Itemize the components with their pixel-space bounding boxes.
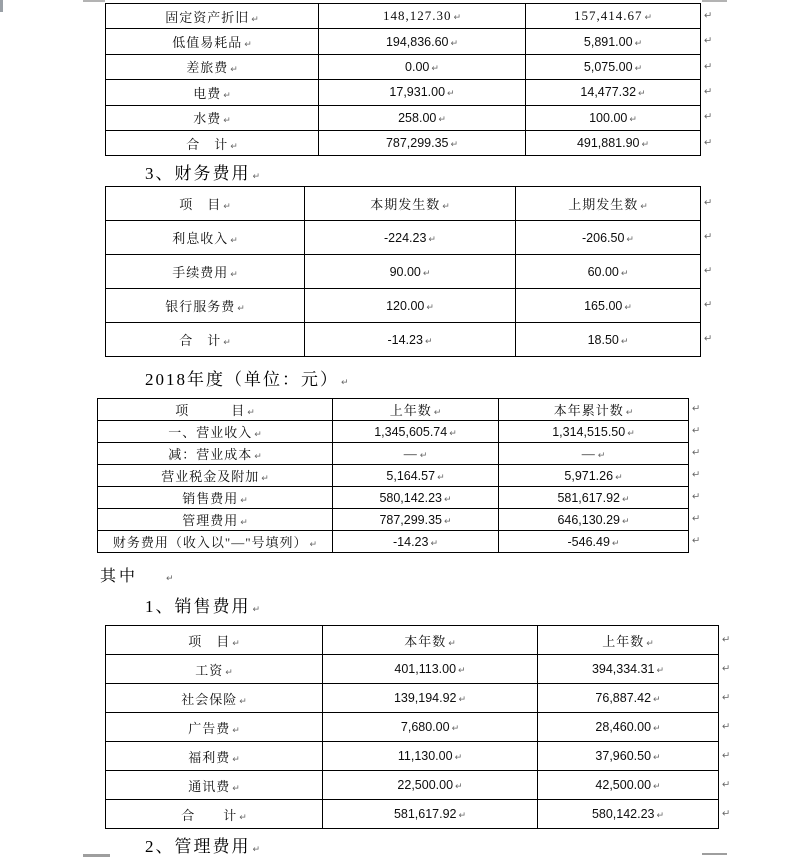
cell-text: 本年数 [404, 633, 447, 649]
paragraph-mark-icon: ↵ [433, 408, 442, 418]
table-cell[interactable] [323, 626, 538, 655]
paragraph-mark-icon: ↵ [646, 638, 654, 649]
cell-text: 139,194.92 [393, 691, 457, 705]
table-cell[interactable] [106, 80, 319, 105]
table-cell[interactable] [499, 399, 689, 421]
table-cell[interactable] [98, 443, 333, 465]
row-end-paragraph-mark-icon: ↵ [722, 634, 731, 645]
cell-text: 194,836.60 [385, 34, 449, 49]
cell-text: — [403, 445, 418, 461]
paragraph-mark-icon: ↵ [230, 236, 238, 246]
cell-text: 5,075.00 [583, 59, 633, 74]
table-cell[interactable] [323, 684, 538, 713]
paragraph-mark-icon: ↵ [252, 172, 261, 182]
cell-text: 低值易耗品 [172, 35, 243, 51]
cell-text: 100.00 [589, 110, 628, 125]
next-table-border-fragment-right [702, 853, 727, 855]
row-end-paragraph-mark-icon: ↵ [692, 513, 701, 525]
cell-text: 60.00 [587, 264, 619, 279]
heading-among-text: 其中 [100, 568, 139, 585]
cell-text: 580,142.23 [591, 807, 655, 821]
table-cell[interactable] [516, 255, 701, 289]
table-row [98, 465, 689, 487]
cell-text: -14.23 [387, 332, 423, 347]
paragraph-mark-icon: ↵ [426, 302, 434, 313]
table-cell[interactable] [305, 289, 516, 323]
paragraph-mark-icon: ↵ [251, 14, 259, 25]
cell-text: 广告费 [188, 720, 231, 736]
cell-text: 1,314,515.50 [552, 424, 626, 439]
cell-text: 财务费用（收入以"—"号填列） [112, 535, 308, 550]
table-cell[interactable] [526, 80, 701, 105]
cell-text: 7,680.00 [400, 720, 450, 734]
paragraph-mark-icon: ↵ [450, 38, 459, 49]
paragraph-mark-icon: ↵ [458, 811, 467, 821]
cell-text: 利息收入 [172, 231, 229, 246]
cell-text: 水费 [193, 111, 222, 127]
cell-text: 0.00 [405, 59, 430, 74]
paragraph-mark-icon: ↵ [223, 202, 231, 212]
cell-text: 项 目 [175, 403, 246, 418]
table-cell[interactable] [319, 80, 526, 105]
cell-text: 本年累计数 [553, 403, 624, 418]
heading-admin-expense[interactable] [145, 832, 260, 857]
table-row [106, 130, 701, 155]
cell-text: 管理费用 [182, 513, 239, 528]
table-cell[interactable] [499, 509, 689, 531]
paragraph-mark-icon: ↵ [653, 695, 661, 705]
row-end-paragraph-mark-icon: ↵ [722, 808, 731, 819]
table-cell[interactable] [323, 655, 538, 684]
row-end-paragraph-mark-icon: ↵ [704, 111, 713, 123]
cell-text: 本期发生数 [370, 197, 441, 212]
cell-text: -224.23 [384, 230, 427, 245]
paragraph-mark-icon: ↵ [430, 538, 438, 549]
table-row [106, 4, 701, 29]
cell-text: 581,617.92 [393, 807, 457, 821]
cell-text: 401,113.00 [394, 662, 457, 676]
next-table-border-fragment-left [83, 854, 110, 857]
paragraph-mark-icon: ↵ [239, 696, 247, 707]
table-row [106, 80, 701, 105]
table-cell[interactable] [319, 54, 526, 79]
paragraph-mark-icon: ↵ [626, 234, 634, 245]
table-cell[interactable] [538, 742, 719, 771]
cell-text: 差旅费 [186, 60, 229, 76]
paragraph-mark-icon: ↵ [629, 114, 637, 125]
paragraph-mark-icon: ↵ [223, 338, 231, 348]
table-cell[interactable] [333, 443, 499, 465]
cell-text: 394,334.31 [591, 662, 655, 676]
table-cell[interactable] [526, 54, 701, 79]
cell-text: 上期发生数 [568, 197, 639, 212]
paragraph-mark-icon: ↵ [223, 90, 231, 101]
paragraph-mark-icon: ↵ [237, 304, 245, 314]
paragraph-mark-icon: ↵ [453, 13, 462, 24]
paragraph-mark-icon: ↵ [641, 140, 650, 151]
table-row [98, 421, 689, 443]
cell-text: 项 目 [188, 633, 231, 649]
table-cell[interactable] [516, 221, 701, 255]
row-end-paragraph-mark-icon: ↵ [692, 425, 701, 437]
table-row [98, 399, 689, 421]
cell-text: 5,891.00 [583, 34, 633, 49]
heading-year-2018[interactable] [145, 365, 349, 390]
paragraph-mark-icon: ↵ [449, 428, 457, 439]
table-cell[interactable] [333, 487, 499, 509]
table-cell[interactable] [538, 800, 719, 829]
table-cell[interactable] [305, 255, 516, 289]
cell-text: 120.00 [386, 298, 425, 313]
table-cell[interactable] [319, 4, 526, 29]
cell-text: 18.50 [587, 332, 619, 347]
table-row [106, 255, 701, 289]
row-end-paragraph-mark-icon: ↵ [692, 403, 701, 415]
table-cell[interactable] [516, 323, 701, 357]
table-cell[interactable] [106, 289, 305, 323]
cell-text: 上年数 [602, 633, 645, 649]
paragraph-mark-icon: ↵ [437, 472, 445, 483]
prev-table-border-fragment-right [702, 0, 727, 2]
paragraph-mark-icon: ↵ [450, 140, 459, 151]
cell-text: 福利费 [188, 749, 231, 765]
paragraph-mark-icon: ↵ [422, 268, 431, 279]
table-cell[interactable] [323, 713, 538, 742]
table-cell[interactable] [106, 713, 323, 742]
paragraph-mark-icon: ↵ [656, 811, 665, 821]
cell-text: -546.49 [567, 534, 610, 549]
table-cell[interactable] [333, 531, 499, 553]
table-cell[interactable] [106, 323, 305, 357]
table-cell[interactable] [538, 771, 719, 800]
paragraph-mark-icon: ↵ [247, 408, 255, 418]
paragraph-mark-icon: ↵ [232, 783, 240, 794]
paragraph-mark-icon: ↵ [232, 754, 240, 765]
cell-text: 90.00 [389, 264, 421, 279]
cell-text: 42,500.00 [595, 778, 652, 792]
cell-text: 17,931.00 [389, 85, 446, 100]
table-row [106, 105, 701, 130]
cell-text: 通讯费 [188, 778, 231, 794]
row-end-paragraph-mark-icon: ↵ [692, 535, 701, 547]
table-cell[interactable] [98, 509, 333, 531]
table-row [106, 742, 719, 771]
table-cell[interactable] [333, 465, 499, 487]
row-end-paragraph-mark-icon: ↵ [704, 35, 713, 47]
table-cell[interactable] [106, 221, 305, 255]
paragraph-mark-icon: ↵ [252, 845, 261, 855]
paragraph-mark-icon: ↵ [442, 202, 450, 212]
cell-text: 491,881.90 [576, 136, 640, 151]
table-cell[interactable] [106, 54, 319, 79]
paragraph-mark-icon: ↵ [438, 114, 446, 125]
table-row [98, 509, 689, 531]
cell-text: 258.00 [398, 110, 437, 125]
admin-expense-tail-table [105, 3, 701, 156]
table-cell[interactable] [323, 742, 538, 771]
cell-text: 合 计 [181, 807, 238, 823]
table-row [106, 54, 701, 79]
paragraph-mark-icon: ↵ [223, 116, 231, 127]
year-2018-summary-table [97, 398, 689, 553]
cell-text: 580,142.23 [379, 490, 442, 505]
table-row [106, 187, 701, 221]
table-cell[interactable] [106, 187, 305, 221]
table-row [106, 221, 701, 255]
row-end-paragraph-mark-icon: ↵ [704, 10, 713, 22]
row-end-paragraph-mark-icon: ↵ [722, 750, 731, 761]
table-cell[interactable] [106, 655, 323, 684]
heading-year-2018-text: 2018年度（单位：元） [145, 370, 339, 389]
paragraph-mark-icon: ↵ [419, 450, 428, 461]
table-cell[interactable] [319, 105, 526, 130]
paragraph-mark-icon: ↵ [244, 40, 252, 51]
row-end-paragraph-mark-icon: ↵ [692, 469, 701, 481]
heading-among[interactable] [100, 563, 174, 586]
table-cell[interactable] [323, 800, 538, 829]
cell-text: 电费 [193, 85, 222, 101]
cell-text: 148,127.30 [382, 8, 452, 24]
paragraph-mark-icon: ↵ [444, 494, 452, 505]
row-end-paragraph-mark-icon: ↵ [722, 721, 731, 732]
paragraph-mark-icon: ↵ [458, 666, 466, 676]
table-cell[interactable] [526, 130, 701, 155]
paragraph-mark-icon: ↵ [428, 234, 436, 245]
table-row [106, 655, 719, 684]
paragraph-mark-icon: ↵ [309, 540, 318, 550]
paragraph-mark-icon: ↵ [431, 63, 439, 74]
cell-text: 上年数 [389, 403, 432, 418]
paragraph-mark-icon: ↵ [230, 141, 238, 152]
table-cell[interactable] [516, 289, 701, 323]
table-row [106, 29, 701, 54]
paragraph-mark-icon: ↵ [239, 812, 247, 823]
table-cell[interactable] [106, 29, 319, 54]
paragraph-mark-icon: ↵ [232, 725, 240, 736]
table-cell[interactable] [499, 465, 689, 487]
paragraph-mark-icon: ↵ [254, 452, 262, 462]
table-cell[interactable] [106, 684, 323, 713]
cell-text: 工资 [195, 662, 224, 678]
table-cell[interactable] [538, 684, 719, 713]
heading-sales-expense-text: 1、销售费用 [145, 597, 251, 616]
row-end-paragraph-mark-icon: ↵ [692, 491, 701, 503]
cell-text: 社会保险 [181, 691, 238, 707]
cell-text: 11,130.00 [397, 749, 453, 763]
cell-text: 28,460.00 [595, 720, 652, 734]
cell-text: 项 目 [179, 197, 222, 212]
cell-text: 646,130.29 [557, 512, 620, 527]
row-end-paragraph-mark-icon: ↵ [722, 779, 731, 790]
heading-admin-expense-text: 2、管理费用 [145, 837, 251, 856]
cell-text: 销售费用 [182, 491, 239, 506]
cell-text: 固定资产折旧 [165, 9, 250, 25]
paragraph-mark-icon: ↵ [252, 605, 261, 615]
table-cell[interactable] [106, 105, 319, 130]
paragraph-mark-icon: ↵ [444, 516, 452, 527]
cell-text: 22,500.00 [397, 778, 454, 792]
paragraph-mark-icon: ↵ [622, 494, 630, 505]
cell-text: 合 计 [186, 136, 229, 152]
cell-text: 165.00 [584, 298, 623, 313]
paragraph-mark-icon: ↵ [447, 89, 455, 100]
row-end-paragraph-mark-icon: ↵ [704, 299, 713, 311]
cell-text: 1,345,605.74 [374, 424, 448, 439]
cell-text: 一、营业收入 [168, 425, 253, 440]
table-cell[interactable] [323, 771, 538, 800]
paragraph-mark-icon: ↵ [644, 13, 653, 24]
row-end-paragraph-mark-icon: ↵ [704, 86, 713, 98]
paragraph-mark-icon: ↵ [627, 428, 635, 439]
paragraph-mark-icon: ↵ [622, 516, 630, 527]
table-cell[interactable] [499, 443, 689, 465]
paragraph-mark-icon: ↵ [624, 302, 632, 313]
table-cell[interactable] [538, 626, 719, 655]
paragraph-mark-icon: ↵ [454, 753, 463, 763]
table-cell[interactable] [98, 399, 333, 421]
paragraph-mark-icon: ↵ [166, 574, 174, 584]
cell-text: 手续费用 [172, 265, 229, 280]
cell-text: -206.50 [582, 230, 625, 245]
paragraph-mark-icon: ↵ [620, 336, 629, 347]
row-end-paragraph-mark-icon: ↵ [704, 265, 713, 277]
paragraph-mark-icon: ↵ [451, 724, 460, 734]
table-row [98, 443, 689, 465]
table-cell[interactable] [106, 626, 323, 655]
row-end-paragraph-mark-icon: ↵ [704, 333, 713, 345]
table-cell[interactable] [319, 29, 526, 54]
cell-text: 37,960.50 [595, 749, 652, 763]
heading-finance-expense-text: 3、财务费用 [145, 164, 251, 183]
row-end-paragraph-mark-icon: ↵ [704, 137, 713, 149]
cell-text: 76,887.42 [595, 691, 652, 705]
paragraph-mark-icon: ↵ [653, 724, 661, 734]
row-end-paragraph-mark-icon: ↵ [704, 61, 713, 72]
paragraph-mark-icon: ↵ [232, 638, 240, 649]
table-row [106, 800, 719, 829]
row-end-paragraph-mark-icon: ↵ [722, 692, 731, 703]
table-cell[interactable] [333, 399, 499, 421]
table-row [98, 531, 689, 553]
table-cell[interactable] [98, 531, 333, 553]
table-cell[interactable] [499, 421, 689, 443]
table-cell[interactable] [98, 421, 333, 443]
paragraph-mark-icon: ↵ [230, 270, 238, 280]
row-end-paragraph-mark-icon: ↵ [722, 663, 731, 674]
cell-text: 减：营业成本 [168, 447, 253, 462]
cell-text: 合 计 [179, 333, 222, 348]
cell-text: 营业税金及附加 [161, 469, 260, 484]
table-cell[interactable] [305, 221, 516, 255]
sales-expense-table [105, 625, 719, 829]
table-cell[interactable] [98, 487, 333, 509]
paragraph-mark-icon: ↵ [653, 753, 661, 763]
table-cell[interactable] [305, 187, 516, 221]
paragraph-mark-icon: ↵ [597, 450, 606, 461]
paragraph-mark-icon: ↵ [625, 408, 634, 418]
table-cell[interactable] [526, 4, 701, 29]
table-cell[interactable] [526, 105, 701, 130]
paragraph-mark-icon: ↵ [448, 638, 456, 649]
finance-expense-table [105, 186, 701, 357]
table-cell[interactable] [98, 465, 333, 487]
table-row [106, 289, 701, 323]
paragraph-mark-icon: ↵ [424, 336, 433, 347]
table-cell[interactable] [319, 130, 526, 155]
cell-text: 787,299.35 [385, 136, 449, 151]
table-cell[interactable] [499, 531, 689, 553]
table-cell[interactable] [538, 655, 719, 684]
paragraph-mark-icon: ↵ [240, 496, 248, 506]
table-row [98, 487, 689, 509]
cell-text: 581,617.92 [557, 490, 620, 505]
table-cell[interactable] [106, 800, 323, 829]
prev-table-border-fragment-left [83, 0, 105, 2]
paragraph-mark-icon: ↵ [458, 695, 467, 705]
row-end-paragraph-mark-icon: ↵ [704, 197, 713, 209]
paragraph-mark-icon: ↵ [341, 378, 349, 388]
table-cell[interactable] [516, 187, 701, 221]
paragraph-mark-icon: ↵ [620, 268, 629, 279]
row-end-paragraph-mark-icon: ↵ [692, 447, 701, 459]
table-row [106, 713, 719, 742]
table-cell[interactable] [106, 771, 323, 800]
cell-text: 5,971.26 [564, 468, 614, 483]
cell-text: — [581, 445, 596, 461]
table-cell[interactable] [106, 130, 319, 155]
row-end-paragraph-mark-icon: ↵ [704, 231, 713, 243]
heading-sales-expense[interactable] [145, 592, 260, 617]
cell-text: 5,164.57 [386, 468, 436, 483]
paragraph-mark-icon: ↵ [634, 38, 643, 49]
paragraph-mark-icon: ↵ [634, 63, 643, 74]
paragraph-mark-icon: ↵ [638, 89, 646, 100]
cell-text: 787,299.35 [379, 512, 442, 527]
table-row [106, 626, 719, 655]
paragraph-mark-icon: ↵ [225, 667, 233, 678]
table-cell[interactable] [526, 29, 701, 54]
paragraph-mark-icon: ↵ [230, 65, 238, 76]
paragraph-mark-icon: ↵ [653, 782, 661, 792]
paragraph-mark-icon: ↵ [240, 518, 248, 528]
paragraph-mark-icon: ↵ [611, 538, 620, 549]
table-row [106, 684, 719, 713]
heading-finance-expense[interactable] [145, 159, 260, 184]
table-row [106, 771, 719, 800]
paragraph-mark-icon: ↵ [615, 472, 623, 483]
cell-text: 14,477.32 [580, 85, 637, 100]
paragraph-mark-icon: ↵ [640, 202, 648, 212]
cell-text: 157,414.67 [573, 8, 643, 24]
table-row [106, 323, 701, 357]
table-cell[interactable] [538, 713, 719, 742]
table-cell[interactable] [106, 255, 305, 289]
paragraph-mark-icon: ↵ [261, 474, 269, 484]
paragraph-mark-icon: ↵ [455, 782, 463, 792]
table-cell[interactable] [333, 421, 499, 443]
paragraph-mark-icon: ↵ [254, 430, 262, 440]
table-cell[interactable] [305, 323, 516, 357]
table-cell[interactable] [106, 742, 323, 771]
paragraph-mark-icon: ↵ [656, 666, 665, 676]
table-cell[interactable] [499, 487, 689, 509]
cell-text: -14.23 [393, 534, 429, 549]
page-edge-fragment-left [0, 0, 3, 12]
table-cell[interactable] [333, 509, 499, 531]
table-cell[interactable] [106, 4, 319, 29]
cell-text: 银行服务费 [165, 299, 236, 314]
